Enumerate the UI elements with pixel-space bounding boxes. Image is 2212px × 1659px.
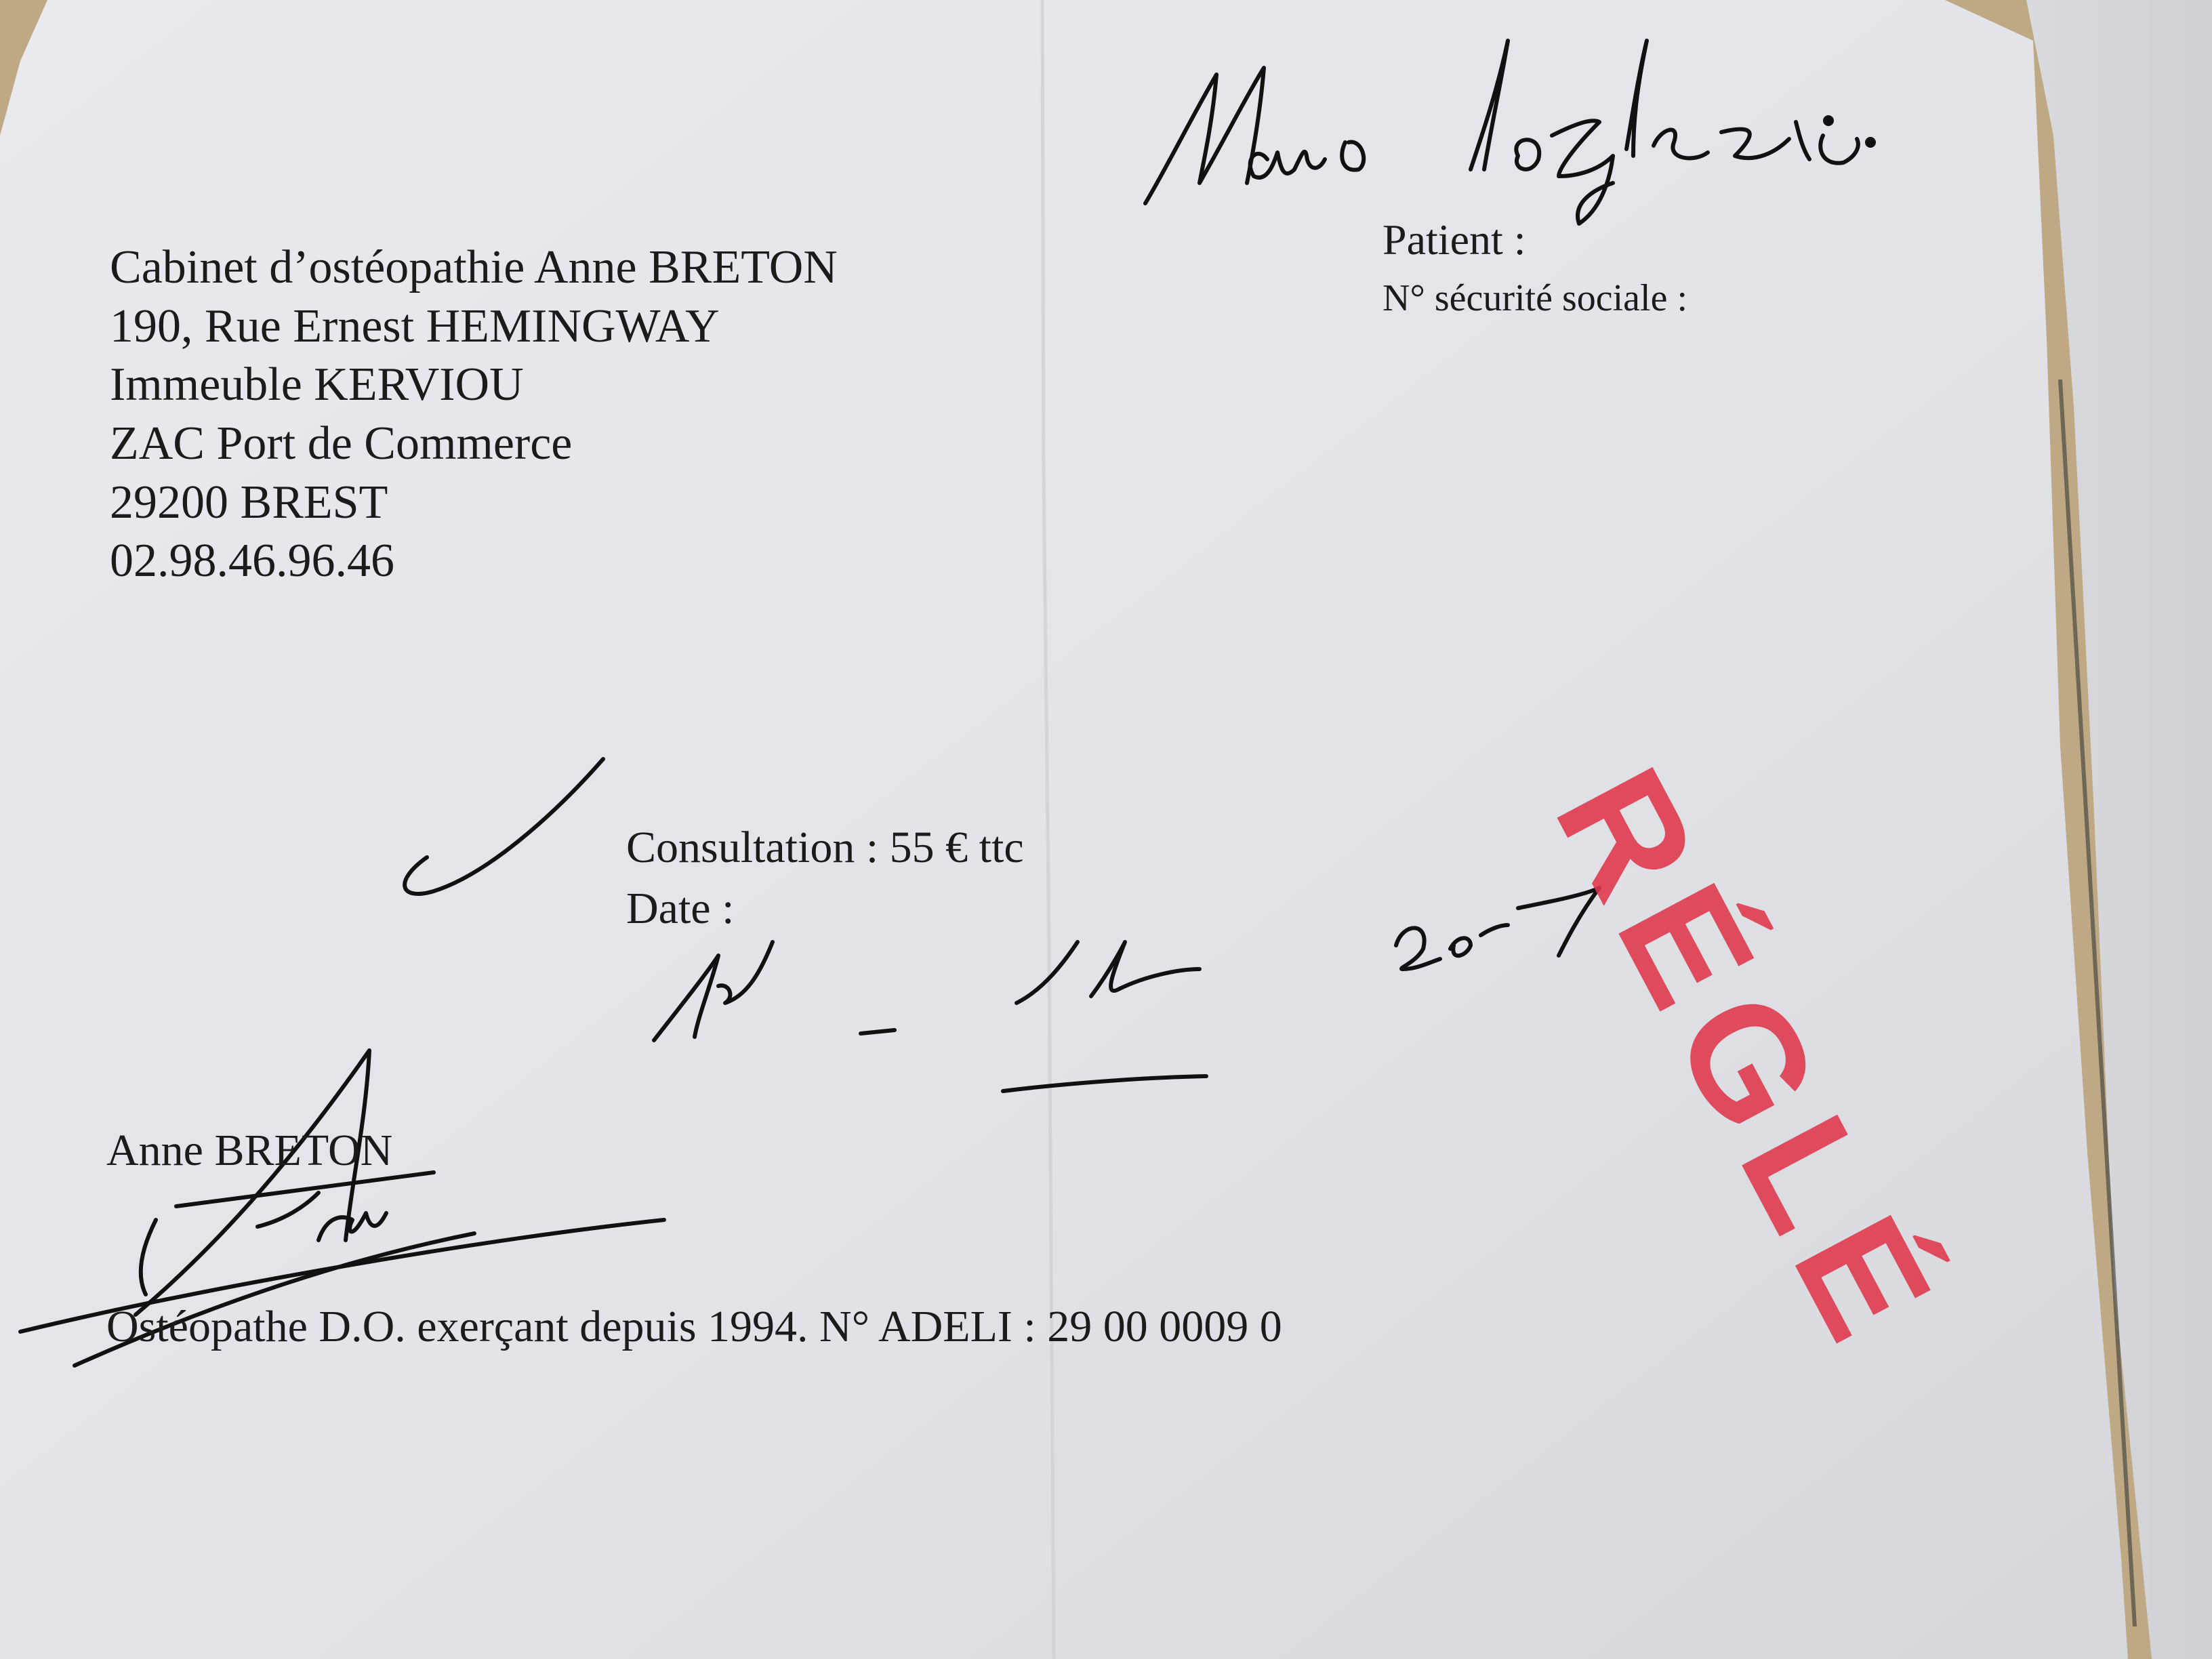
clinic-building: Immeuble KERVIOU [110, 359, 524, 411]
date-label: Date : [626, 884, 735, 933]
consultation-price: Consultation : 55 € ttc [626, 823, 1024, 872]
clinic-zone: ZAC Port de Commerce [110, 417, 573, 470]
clinic-street: 190, Rue Ernest HEMINGWAY [110, 300, 720, 352]
clinic-phone: 02.98.46.96.46 [110, 535, 394, 587]
clinic-name: Cabinet d’ostéopathie Anne BRETON [110, 241, 838, 293]
practitioner-footer: Ostéopathe D.O. exerçant depuis 1994. N° ADELI : 29 00 0009 0 [106, 1302, 1282, 1351]
clinic-city: 29200 BREST [110, 476, 388, 529]
ssn-label: N° sécurité sociale : [1382, 277, 1687, 319]
paid-stamp: RÉGLÉ [1522, 741, 1973, 1380]
practitioner-name: Anne BRETON [106, 1126, 393, 1175]
patient-label: Patient : [1382, 216, 1526, 264]
